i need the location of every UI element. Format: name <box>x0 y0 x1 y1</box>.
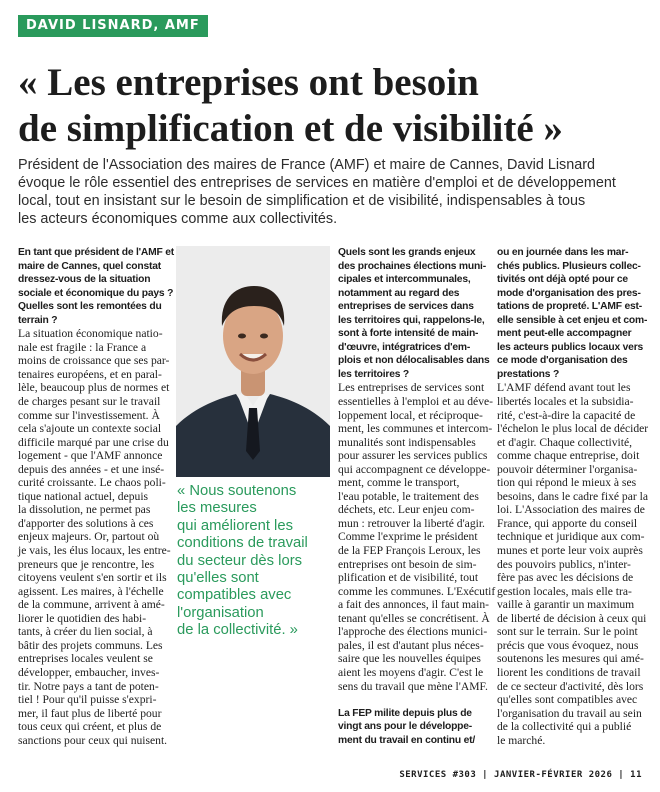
answer-line: vaille à garantir un maximum <box>497 598 635 612</box>
question-line: Quels sont les grands enjeux <box>338 247 476 258</box>
quote-line: de la collectivité. » <box>177 622 298 639</box>
answer-line: depuis des années - et une insé- <box>18 462 165 476</box>
answer-line: essentielles à l'emploi et au déve- <box>338 395 494 409</box>
quote-line: conditions de travail <box>177 535 308 552</box>
question-line: maire de Cannes, quel constat <box>18 260 161 272</box>
answer-line: moins de croissance que ses par- <box>18 354 170 368</box>
answer-line: plification et de visibilité, tout <box>338 571 479 585</box>
answer-line: tion qui répond le mieux à ses <box>497 476 637 490</box>
answer-line: ment, les communes et intercom- <box>338 422 493 436</box>
answer-line: soutenons les mesures qui amé- <box>497 652 644 666</box>
quote-line: qu'elles sont <box>177 570 259 587</box>
quote-line: du secteur dès lors <box>177 552 303 569</box>
answer-line: de ce secteur d'activité, dès lors <box>497 679 644 693</box>
answer-line: l'eau potable, le traitement des <box>338 489 479 503</box>
answer-line: pales, il est d'autant plus néces- <box>338 638 484 652</box>
quote-line: qui améliorent les <box>177 517 293 534</box>
answer-line: agissent. Les maires, à l'échelle <box>18 584 164 598</box>
quote-line: compatibles avec <box>177 587 292 604</box>
answer-line: bâtir des projets communs. Les <box>18 638 163 652</box>
answer-line: comme chaque entreprise, doit <box>497 449 640 463</box>
answer-line: tique national actuel, depuis <box>18 489 149 503</box>
answer-line: de liberté de décision à ceux qui <box>497 611 647 625</box>
answer-line: l'approche des élections munici- <box>338 625 488 639</box>
question-line: En tant que président de l'AMF et <box>18 247 175 258</box>
question-line: d'œuvre, intégratrices d'em- <box>338 341 471 353</box>
answer-line: enjeux majeurs. Or, partout où <box>18 530 160 544</box>
answer-line: preneurs que je rencontre, les <box>18 557 155 571</box>
answer-line: tenaires européens, et en paral- <box>18 367 162 381</box>
answer-line: aient les moyens d'agir. C'est le <box>338 665 484 679</box>
answer-line: de la commune, arrivent à amé- <box>18 598 165 612</box>
intro-line: les acteurs économiques comme aux collectivités. <box>18 211 338 227</box>
text-column-1 <box>18 246 175 747</box>
question-line: ce mode d'organisation des <box>497 355 628 367</box>
question-line: vingt ans pour le développe- <box>338 721 473 733</box>
answer-line: ment, comme le transport, <box>338 476 460 490</box>
question-line: sociale et économique du pays ? <box>18 287 174 299</box>
question-line: elle sensible à cet enjeu et com- <box>497 314 648 326</box>
answer-line: développer, embaucher, inves- <box>18 665 160 679</box>
question-line: les territoires qui, rappelons-le, <box>338 314 485 326</box>
title-line: « Les entreprises ont besoin <box>18 61 479 104</box>
answer-line: entreprises locales veulent se <box>18 652 153 666</box>
question-line: les territoires ? <box>338 368 409 380</box>
answer-line: l'échelon le plus local de décider <box>497 422 649 436</box>
question-line: cipales et intercommunales, <box>338 274 471 286</box>
question-line: prestations ? <box>497 368 560 380</box>
answer-line: fère pas avec les décisions de <box>497 571 634 585</box>
pull-quote <box>177 483 332 640</box>
answer-line: le marché. <box>497 733 546 747</box>
portrait-illustration <box>176 246 330 477</box>
answer-line: comme sur l'investissement. À <box>18 408 160 422</box>
answer-line: tants, à créer du lien social, à <box>18 625 153 639</box>
portrait-photo <box>176 246 330 477</box>
answer-line: lèle, beaucoup plus de normes et <box>18 381 170 395</box>
text-column-3 <box>338 246 496 747</box>
answer-line: technique et juridique aux com- <box>497 530 645 544</box>
question-line: tations de propreté. L'AMF est- <box>497 301 642 313</box>
question-line: ment peut-elle accompagner <box>497 328 632 340</box>
question-line: plois et non délocalisables dans <box>338 355 490 367</box>
article-intro <box>18 156 643 228</box>
answer-line: nale est fragile : la France a <box>18 340 147 354</box>
quote-line: « Nous soutenons <box>177 483 297 499</box>
answer-line: la dissolution, ne permet pas <box>18 503 151 517</box>
answer-line: de la collectivité qui a publié <box>497 720 632 734</box>
answer-line: sont sur le terrain. Sur le point <box>497 625 638 639</box>
title-line: de simplification et de visibilité » <box>18 107 563 150</box>
answer-line: tous ceux qui créent, et plus de <box>18 720 162 734</box>
answer-line: liorer le quotidien des habi- <box>18 611 147 625</box>
question-line: tivités ont déjà opté pour ce <box>497 274 628 286</box>
answer-line: citoyens veulent s'en sortir et ils <box>18 571 167 585</box>
answer-line: comme les communes. L'Exécutif <box>338 584 496 598</box>
page-footer: SERVICES #303 | JANVIER-FÉVRIER 2026 | 11 <box>399 770 642 780</box>
answer-line: liorent les conditions de travail <box>497 665 641 679</box>
author-tag: DAVID LISNARD, AMF <box>18 15 208 37</box>
question-line: La FEP milite depuis plus de <box>338 707 472 719</box>
answer-line: tiel ! Pour qu'il puisse s'expri- <box>18 693 157 707</box>
answer-line <box>338 693 490 707</box>
question-line: sont à forte intensité de main- <box>338 328 479 340</box>
answer-line: sens du travail que mène l'AMF. <box>338 679 488 693</box>
answer-line: qui accompagnent ce développe- <box>338 462 491 476</box>
answer-line: loppement local, et réciproque- <box>338 408 483 422</box>
question-line: dressez-vous de la situation <box>18 274 151 286</box>
question-line: entreprises de services dans <box>338 301 474 313</box>
question-line: les acteurs publics locaux vers <box>497 341 644 353</box>
answer-line: l'organisation du travail au sein <box>497 706 642 720</box>
answer-line: d'apporter des solutions à ces <box>18 516 154 530</box>
answer-line: des pouvoirs publics, n'inter- <box>497 557 631 571</box>
answer-line: je vais, les élus locaux, les entre- <box>18 544 171 558</box>
answer-line: sanctions pour ceux qui nuisent. <box>18 733 168 747</box>
answer-line: rité, c'est-à-dire la capacité de <box>497 408 636 422</box>
answer-line: Comme l'exprime le président <box>338 530 478 544</box>
answer-line: loi. L'Association des maires de <box>497 503 645 517</box>
intro-line: local, tout en insistant sur le besoin de simplification et de visibilité, indispensables à tous <box>18 193 586 209</box>
answer-line: a fait des annonces, il faut main- <box>338 598 489 612</box>
answer-line: L'AMF défend avant tout les <box>497 381 631 395</box>
article-title <box>18 60 648 152</box>
answer-line: entreprises ont besoin de sim- <box>338 557 477 571</box>
question-line: Quelles sont les remontées du <box>18 301 162 313</box>
answer-line: cela s'ajoute un contexte social <box>18 422 162 436</box>
quote-line: les mesures <box>177 500 257 517</box>
answer-line: tir. Notre pays a tant de poten- <box>18 679 159 693</box>
answer-line: besoins, dans le cadre fixé par la <box>497 489 648 503</box>
answer-line: munalités sont indispensables <box>338 435 476 449</box>
text-column-4 <box>497 246 647 747</box>
question-line: ment du travail en continu et/ <box>338 734 476 746</box>
answer-line: de charges pesant sur le travail <box>18 395 161 409</box>
answer-line: libertés locales et la subsidia- <box>497 395 634 409</box>
answer-line: France, qui apporte du conseil <box>497 516 638 530</box>
answer-line: de la FEP François Leroux, les <box>338 544 481 558</box>
answer-line: munes et porte leur voix auprès <box>497 544 643 558</box>
question-line: des prochaines élections muni- <box>338 260 486 272</box>
answer-line: logement - que l'AMF annonce <box>18 449 163 463</box>
answer-line: précis que vous évoquez, nous <box>497 638 639 652</box>
answer-line: difficile marqué par une crise du <box>18 435 169 449</box>
answer-line: Les entreprises de services sont <box>338 381 485 395</box>
question-line: mode d'organisation des pres- <box>497 287 641 299</box>
question-line: ou en journée dans les mar- <box>497 247 629 258</box>
answer-line: pour assurer les services publics <box>338 449 488 463</box>
question-line: terrain ? <box>18 314 58 326</box>
answer-line: gestion locales, mais elle tra- <box>497 584 632 598</box>
answer-line: La situation économique natio- <box>18 327 163 341</box>
answer-line: qu'elles sont compatibles avec <box>497 693 638 707</box>
intro-line: Président de l'Association des maires de France (AMF) et maire de Cannes, David Lisnard <box>18 157 596 173</box>
quote-line: l'organisation <box>177 604 264 621</box>
question-line: chés publics. Plusieurs collec- <box>497 260 641 272</box>
answer-line: mun : retrouver la liberté d'agir. <box>338 516 485 530</box>
answer-line: et d'agir. Chaque collectivité, <box>497 435 633 449</box>
answer-line: saire que les nouvelles équipes <box>338 652 481 666</box>
answer-line: tenant qu'elles se concrétisent. À <box>338 611 490 625</box>
answer-line: curité croissante. Le chaos poli- <box>18 476 166 490</box>
answer-line: mer, il faut plus de liberté pour <box>18 706 162 720</box>
answer-line: pouvoir déterminer l'organisa- <box>497 462 638 476</box>
question-line: notamment au regard des <box>338 287 460 299</box>
intro-line: évoque le rôle essentiel des entreprises de services en matière d'emploi et de développement <box>18 175 616 191</box>
answer-line: déchets, etc. Leur enjeu com- <box>338 503 475 517</box>
